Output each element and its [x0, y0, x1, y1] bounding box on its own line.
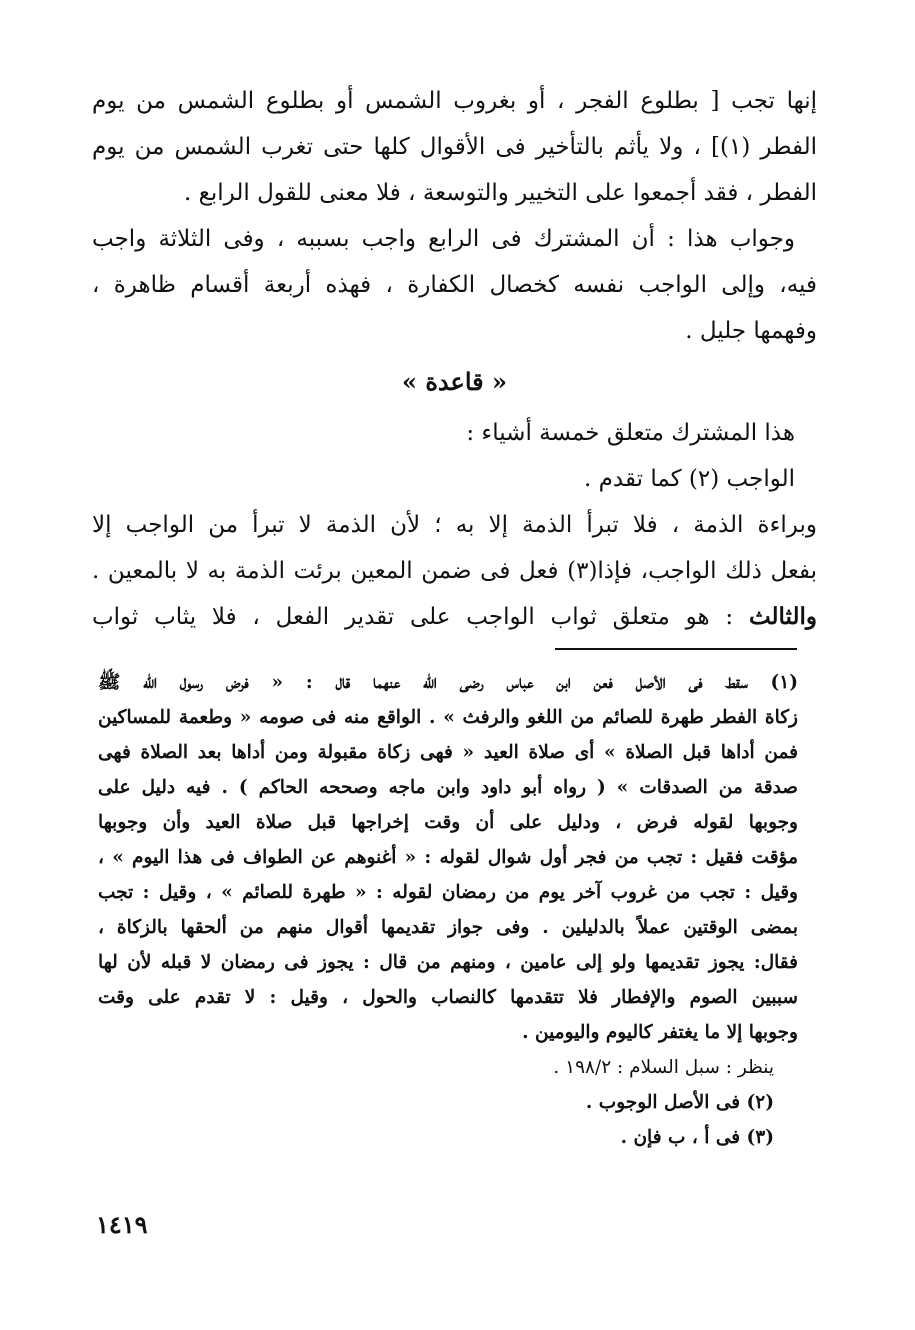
text-line: وفهمها جليل . [685, 318, 817, 344]
footnote-3: (٣) فى أ ، ب فإن . [620, 1127, 774, 1148]
text-line: الواجب (٢) كما تقدم . [584, 466, 795, 492]
footnote-line: صدقة من الصدقات » ( رواه أبو داود وابن ماجه وصححه الحاكم ) . فيه دليل على [98, 777, 798, 798]
text-line: وبراءة الذمة ، فلا تبرأ الذمة إلا به ؛ لأن الذمة لا تبرأ من الواجب إلا [92, 512, 817, 538]
footnotes [98, 665, 798, 1155]
page-number: ١٤١٩ [96, 1210, 148, 1239]
footnote-line: (١) سقط فى الأصل فعن ابن عباس رضى الله عنهما قال : « فرض رسول الله ﷺ [98, 672, 798, 693]
footnote-line: فمن أداها قبل الصلاة » أى صلاة العيد « فهى زكاة مقبولة ومن أداها بعد الصلاة فهى [98, 742, 798, 763]
footnote-reference: ينظر : سبل السلام : ١٩٨/٢ . [553, 1057, 774, 1078]
footnote-line: فقال: يجوز تقديمها ولو إلى عامين ، ومنهم من قال : يجوز فى رمضان لا قبله لأن لها [98, 952, 798, 973]
footnote-line: بمضى الوقتين عملاً بالدليلين . وفى جواز تقديمها أقوال منهم من ألحقها بالزكاة ، [98, 917, 798, 938]
footnote-line: سببين الصوم والإفطار فلا تتقدمها كالنصاب والحول ، وقيل : لا تقدم على وقت [98, 987, 798, 1008]
section-heading: « قاعدة » [402, 367, 507, 396]
text-line: فيه، وإلى الواجب نفسه كخصال الكفارة ، فهذه أربعة أقسام ظاهرة ، [92, 272, 817, 298]
footnote-separator [555, 648, 797, 650]
text-line: بفعل ذلك الواجب، فإذا(٣) فعل فى ضمن المعين برئت الذمة به لا بالمعين . [92, 558, 817, 584]
text-line-third [92, 594, 817, 640]
text-line: الفطر ، فقد أجمعوا على التخيير والتوسعة ، فلا معنى للقول الرابع . [184, 180, 817, 206]
footnote-line: وجوبها إلا ما يغتفر كاليوم واليومين . [522, 1022, 798, 1043]
text-line: هذا المشترك متعلق خمسة أشياء : [466, 420, 795, 446]
text-line: وجواب هذا : أن المشترك فى الرابع واجب بسببه ، وفى الثلاثة واجب [92, 226, 795, 252]
main-text [92, 78, 817, 640]
footnote-line: وجوبها لقوله فرض ، ودليل على أن وقت إخراجها قبل صلاة العيد وأن وجوبها [98, 812, 798, 833]
third-text: : هو متعلق ثواب الواجب على تقدير الفعل ، فلا يثاب ثواب [92, 604, 734, 630]
text-line: الفطر (١)] ، ولا يأثم بالتأخير فى الأقوال كلها حتى تغرب الشمس من يوم [92, 134, 817, 160]
footnote-line: زكاة الفطر طهرة للصائم من اللغو والرفث » . الواقع منه فى صومه « وطعمة للمساكين [98, 707, 798, 728]
third-label: والثالث [748, 603, 817, 630]
footnote-line: مؤقت فقيل : تجب من فجر أول شوال لقوله : « أغنوهم عن الطواف فى هذا اليوم » ، [98, 847, 798, 868]
text-line: إنها تجب [ بطلوع الفجر ، أو بغروب الشمس أو بطلوع الشمس من يوم [92, 88, 817, 114]
footnote-line: وقيل : تجب من غروب آخر يوم من رمضان لقوله : « طهرة للصائم » ، وقيل : تجب [98, 882, 798, 903]
footnote-2: (٢) فى الأصل الوجوب . [585, 1092, 774, 1113]
